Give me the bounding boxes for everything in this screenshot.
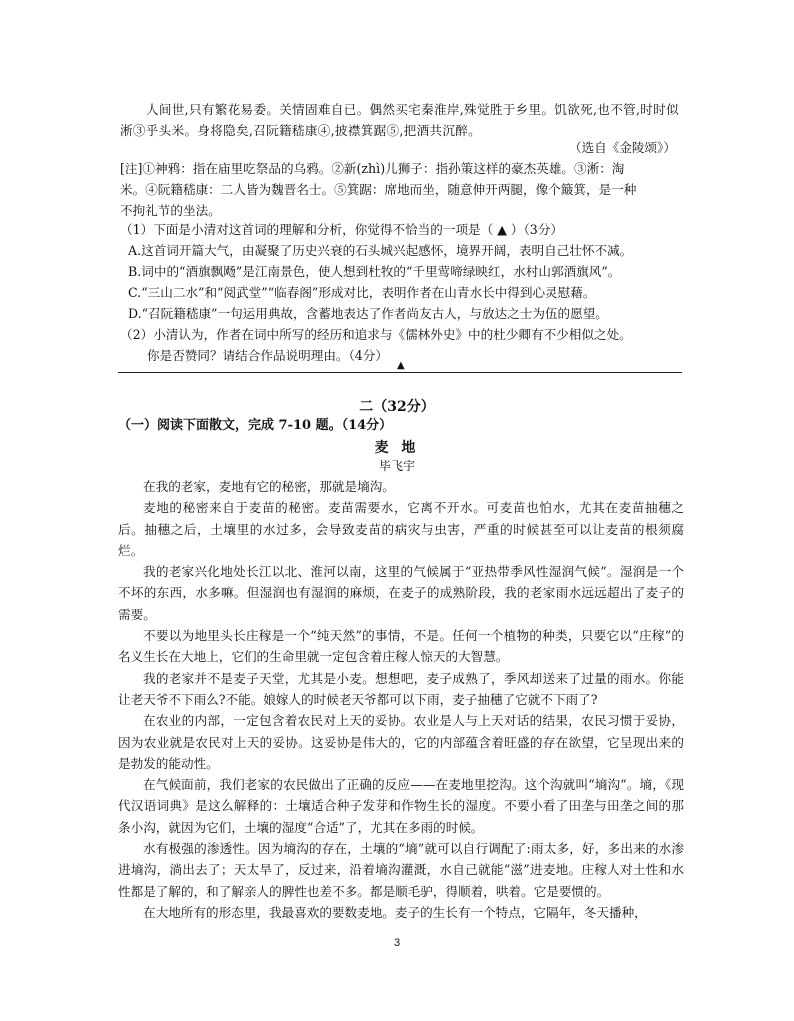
option-b: B.词中的“酒旗飘飏”是江南景色，使人想到杜牧的“千里莺啼绿映红，水村山郭酒旗风”。 xyxy=(128,264,621,279)
article-paragraph: 不要以为地里头长庄稼是一个“纯天然”的事情，不是。任何一个植物的种类，只要它以“庄稼”的名义生长在大地上，它们的生命里就一定包含着庄稼人惊天的大智慧。 xyxy=(118,628,684,665)
note-line: 不拘礼节的坐法。 xyxy=(120,203,221,218)
annotation-notes xyxy=(120,158,680,221)
page-number: 3 xyxy=(393,937,401,949)
question-2-line2: 你是否赞同？请结合作品说明理由。（4分） xyxy=(147,348,388,363)
article-paragraph: 在大地所有的形态里，我最喜欢的要数麦地。麦子的生长有一个特点，它隔年，冬天播种， xyxy=(143,904,647,920)
section-subheading: （一）阅读下面散文，完成 7-10 题。（14分） xyxy=(118,418,393,433)
note-line: 米。④阮籍嵇康：二人皆为魏晋名士。⑤箕踞：席地而坐，随意伸开两腿，像个簸箕，是一种 xyxy=(120,182,637,197)
poem-text: 人间世,只有繁花易委。关情固难自已。偶然买宅秦淮岸,殊觉胜于乡里。饥欲死,也不管,时时似淅③乎头米。身将隐矣,召阮籍嵇康④,披襟箕踞⑤,把酒共沉醉。 xyxy=(120,102,679,138)
article-title: 麦 地 xyxy=(374,440,420,456)
answer-mark: ▲ xyxy=(397,360,405,371)
option-a: A.这首词开篇大气，由凝聚了历史兴衰的石头城兴起感怀，境界开阔，表明自己壮怀不减。 xyxy=(128,243,633,258)
question-2-line1: （2）小清认为，作者在词中所写的经历和追求与《儒林外史》中的杜少卿有不少相似之处。 xyxy=(120,327,632,342)
article-author: 毕飞宇 xyxy=(378,459,415,473)
option-c: C.“三山二水”和“阅武堂”“临春阁”形成对比，表明作者在山青水长中得到心灵慰藉。 xyxy=(128,285,596,300)
poem-source: （选自《金陵颂》） xyxy=(568,140,676,155)
article-paragraph: 在我的老家，麦地有它的秘密，那就是墒沟。 xyxy=(143,479,395,494)
article-paragraph: 我的老家并不是麦子天堂，尤其是小麦。想想吧，麦子成熟了，季风却送来了过量的雨水。你能让老天爷不下雨么?不能。娘嫁人的时候老天爷都可以下雨，麦子抽穗了它就不下雨了? xyxy=(118,670,684,707)
article-body xyxy=(118,476,684,923)
article-paragraph: 在气候面前，我们老家的农民做出了正确的反应——在麦地里挖沟。这个沟就叫“墒沟”。墒，《现代汉语词典》是这么解释的：土壤适合种子发芽和作物生长的湿度。不要小看了田垄与田垄之间的那条小沟，就因为它们，土壤的湿度“合适”了，尤其在多雨的时候。 xyxy=(118,777,684,835)
section-divider xyxy=(118,372,682,373)
question-1-stem: （1）下面是小清对这首词的理解和分析，你觉得不恰当的一项是（ ▲ ）（3分） xyxy=(120,222,564,237)
option-d: D.“召阮籍嵇康”一句运用典故，含蓄地表达了作者尚友古人，与放达之士为伍的愿望。 xyxy=(128,306,608,321)
article-paragraph: 我的老家兴化地处长江以北、淮河以南，这里的气候属于“亚热带季风性湿润气候”。湿润是一个不坏的东西，水多嘛。但湿润也有湿润的麻烦，在麦子的成熟阶段，我的老家雨水远远超出了麦子的需要。 xyxy=(118,564,684,622)
section-heading: 二（32分） xyxy=(359,399,435,415)
article-paragraph: 在农业的内部，一定包含着农民对上天的妥协。农业是人与上天对话的结果，农民习惯于妥协，因为农业就是农民对上天的妥协。这妥协是伟大的，它的内部蕴含着旺盛的存在欲望，它呈现出来的是勃发的能动性。 xyxy=(118,713,684,771)
note-line: [注]①神鸦：指在庙里吃祭品的乌鸦。②新(zhì)儿狮子：指孙策这样的豪杰英雄。③淅：淘 xyxy=(120,161,625,176)
article-paragraph: 麦地的秘密来自于麦苗的秘密。麦苗需要水，它离不开水。可麦苗也怕水，尤其在麦苗抽穗之后。抽穗之后，土壤里的水过多，会导致麦苗的病灾与虫害，严重的时候甚至可以让麦苗的根须腐烂。 xyxy=(118,500,684,558)
article-paragraph: 水有极强的渗透性。因为墒沟的存在，土壤的“墒”就可以自行调配了:雨太多，好，多出来的水渗进墒沟，淌出去了；天太旱了，反过来，沿着墒沟灌溉，水自己就能“滋”进麦地。庄稼人对土性和水性都是了解的，和了解亲人的脾性也差不多。都是顺毛驴，得顺着，哄着。它是要惯的。 xyxy=(118,841,684,899)
